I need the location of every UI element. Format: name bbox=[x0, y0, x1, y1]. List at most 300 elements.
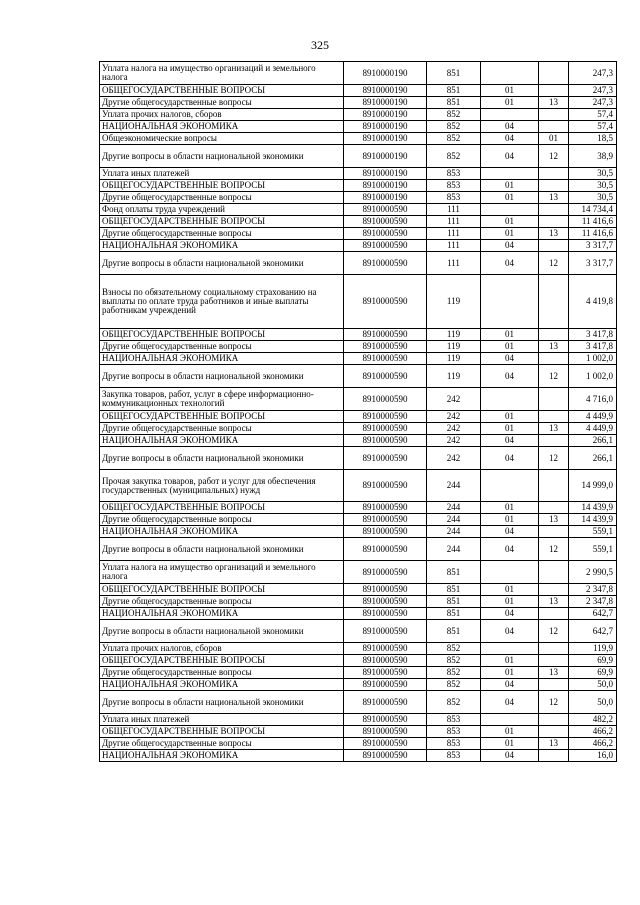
subsection-cell bbox=[539, 216, 569, 228]
section-cell: 04 bbox=[481, 526, 539, 538]
amount-cell: 30,5 bbox=[569, 168, 617, 180]
subsection-cell bbox=[539, 62, 569, 85]
table-row bbox=[100, 133, 617, 145]
budget-table-body bbox=[100, 62, 617, 762]
section-cell: 01 bbox=[481, 192, 539, 204]
expense-type-cell: 244 bbox=[427, 502, 481, 514]
table-row bbox=[100, 252, 617, 275]
expense-name-cell: Другие общегосударственные вопросы bbox=[100, 667, 344, 679]
target-article-cell: 8910000590 bbox=[344, 228, 427, 240]
expense-name-cell: ОБЩЕГОСУДАРСТВЕННЫЕ ВОПРОСЫ bbox=[100, 216, 344, 228]
expense-type-cell: 852 bbox=[427, 145, 481, 168]
subsection-cell bbox=[539, 655, 569, 667]
amount-cell: 559,1 bbox=[569, 526, 617, 538]
section-cell: 04 bbox=[481, 679, 539, 691]
target-article-cell: 8910000190 bbox=[344, 121, 427, 133]
amount-cell: 642,7 bbox=[569, 620, 617, 643]
expense-name-cell: Другие вопросы в области национальной экономики bbox=[100, 538, 344, 561]
subsection-cell bbox=[539, 240, 569, 252]
table-row bbox=[100, 502, 617, 514]
subsection-cell bbox=[539, 526, 569, 538]
expense-type-cell: 853 bbox=[427, 192, 481, 204]
table-row bbox=[100, 97, 617, 109]
section-cell: 01 bbox=[481, 97, 539, 109]
expense-name-cell: Другие вопросы в области национальной экономики bbox=[100, 447, 344, 470]
target-article-cell: 8910000190 bbox=[344, 168, 427, 180]
table-row bbox=[100, 341, 617, 353]
table-row bbox=[100, 353, 617, 365]
table-row bbox=[100, 121, 617, 133]
table-row bbox=[100, 608, 617, 620]
target-article-cell: 8910000590 bbox=[344, 341, 427, 353]
table-row bbox=[100, 714, 617, 726]
subsection-cell: 13 bbox=[539, 341, 569, 353]
section-cell: 01 bbox=[481, 502, 539, 514]
expense-type-cell: 853 bbox=[427, 726, 481, 738]
amount-cell: 4 419,8 bbox=[569, 275, 617, 329]
subsection-cell bbox=[539, 180, 569, 192]
table-row bbox=[100, 643, 617, 655]
subsection-cell: 13 bbox=[539, 228, 569, 240]
expense-type-cell: 852 bbox=[427, 667, 481, 679]
expense-name-cell: Уплата иных платежей bbox=[100, 714, 344, 726]
target-article-cell: 8910000590 bbox=[344, 353, 427, 365]
subsection-cell bbox=[539, 275, 569, 329]
target-article-cell: 8910000590 bbox=[344, 620, 427, 643]
expense-name-cell: НАЦИОНАЛЬНАЯ ЭКОНОМИКА bbox=[100, 608, 344, 620]
expense-name-cell: НАЦИОНАЛЬНАЯ ЭКОНОМИКА bbox=[100, 435, 344, 447]
target-article-cell: 8910000590 bbox=[344, 714, 427, 726]
amount-cell: 14 439,9 bbox=[569, 502, 617, 514]
section-cell: 01 bbox=[481, 228, 539, 240]
expense-type-cell: 853 bbox=[427, 180, 481, 192]
table-row bbox=[100, 514, 617, 526]
expense-name-cell: Уплата иных платежей bbox=[100, 168, 344, 180]
table-row bbox=[100, 275, 617, 329]
section-cell: 04 bbox=[481, 435, 539, 447]
expense-type-cell: 111 bbox=[427, 252, 481, 275]
amount-cell: 2 347,8 bbox=[569, 584, 617, 596]
section-cell: 04 bbox=[481, 365, 539, 388]
subsection-cell bbox=[539, 643, 569, 655]
expense-name-cell: Фонд оплаты труда учреждений bbox=[100, 204, 344, 216]
amount-cell: 2 347,8 bbox=[569, 596, 617, 608]
table-row bbox=[100, 561, 617, 584]
table-row bbox=[100, 691, 617, 714]
amount-cell: 30,5 bbox=[569, 180, 617, 192]
table-row bbox=[100, 538, 617, 561]
target-article-cell: 8910000590 bbox=[344, 596, 427, 608]
target-article-cell: 8910000190 bbox=[344, 133, 427, 145]
target-article-cell: 8910000190 bbox=[344, 145, 427, 168]
section-cell: 01 bbox=[481, 85, 539, 97]
expense-type-cell: 853 bbox=[427, 750, 481, 762]
target-article-cell: 8910000190 bbox=[344, 192, 427, 204]
section-cell: 04 bbox=[481, 145, 539, 168]
section-cell: 01 bbox=[481, 738, 539, 750]
amount-cell: 266,1 bbox=[569, 435, 617, 447]
table-row bbox=[100, 679, 617, 691]
amount-cell: 14 999,0 bbox=[569, 470, 617, 502]
amount-cell: 642,7 bbox=[569, 608, 617, 620]
amount-cell: 16,0 bbox=[569, 750, 617, 762]
table-row bbox=[100, 526, 617, 538]
table-row bbox=[100, 85, 617, 97]
expense-name-cell: Другие общегосударственные вопросы bbox=[100, 423, 344, 435]
expense-type-cell: 853 bbox=[427, 714, 481, 726]
table-row bbox=[100, 329, 617, 341]
table-row bbox=[100, 447, 617, 470]
subsection-cell: 13 bbox=[539, 423, 569, 435]
expense-type-cell: 242 bbox=[427, 435, 481, 447]
target-article-cell: 8910000590 bbox=[344, 365, 427, 388]
subsection-cell: 12 bbox=[539, 365, 569, 388]
subsection-cell bbox=[539, 109, 569, 121]
section-cell: 01 bbox=[481, 514, 539, 526]
table-row bbox=[100, 655, 617, 667]
subsection-cell: 01 bbox=[539, 133, 569, 145]
expense-type-cell: 852 bbox=[427, 133, 481, 145]
table-row bbox=[100, 365, 617, 388]
expense-name-cell: Другие общегосударственные вопросы bbox=[100, 192, 344, 204]
subsection-cell bbox=[539, 726, 569, 738]
amount-cell: 482,2 bbox=[569, 714, 617, 726]
subsection-cell: 12 bbox=[539, 691, 569, 714]
amount-cell: 18,5 bbox=[569, 133, 617, 145]
target-article-cell: 8910000590 bbox=[344, 738, 427, 750]
expense-type-cell: 119 bbox=[427, 329, 481, 341]
expense-type-cell: 242 bbox=[427, 411, 481, 423]
expense-type-cell: 851 bbox=[427, 62, 481, 85]
section-cell bbox=[481, 561, 539, 584]
table-row bbox=[100, 411, 617, 423]
subsection-cell bbox=[539, 561, 569, 584]
table-row bbox=[100, 470, 617, 502]
expense-name-cell: Другие общегосударственные вопросы bbox=[100, 738, 344, 750]
target-article-cell: 8910000190 bbox=[344, 85, 427, 97]
expense-type-cell: 851 bbox=[427, 584, 481, 596]
subsection-cell bbox=[539, 502, 569, 514]
amount-cell: 2 990,5 bbox=[569, 561, 617, 584]
table-row bbox=[100, 435, 617, 447]
amount-cell: 50,0 bbox=[569, 679, 617, 691]
subsection-cell: 13 bbox=[539, 514, 569, 526]
expense-name-cell: ОБЩЕГОСУДАРСТВЕННЫЕ ВОПРОСЫ bbox=[100, 584, 344, 596]
expense-name-cell: ОБЩЕГОСУДАРСТВЕННЫЕ ВОПРОСЫ bbox=[100, 655, 344, 667]
expense-type-cell: 119 bbox=[427, 353, 481, 365]
amount-cell: 4 716,0 bbox=[569, 388, 617, 411]
section-cell: 01 bbox=[481, 180, 539, 192]
amount-cell: 50,0 bbox=[569, 691, 617, 714]
target-article-cell: 8910000590 bbox=[344, 561, 427, 584]
subsection-cell: 13 bbox=[539, 97, 569, 109]
expense-type-cell: 852 bbox=[427, 109, 481, 121]
expense-type-cell: 851 bbox=[427, 596, 481, 608]
subsection-cell: 12 bbox=[539, 145, 569, 168]
expense-type-cell: 119 bbox=[427, 341, 481, 353]
subsection-cell: 13 bbox=[539, 738, 569, 750]
subsection-cell: 12 bbox=[539, 252, 569, 275]
expense-name-cell: Другие вопросы в области национальной экономики bbox=[100, 620, 344, 643]
target-article-cell: 8910000590 bbox=[344, 388, 427, 411]
expense-name-cell: Другие вопросы в области национальной экономики bbox=[100, 145, 344, 168]
section-cell: 04 bbox=[481, 691, 539, 714]
section-cell bbox=[481, 109, 539, 121]
table-row bbox=[100, 204, 617, 216]
target-article-cell: 8910000190 bbox=[344, 109, 427, 121]
table-row bbox=[100, 596, 617, 608]
target-article-cell: 8910000590 bbox=[344, 204, 427, 216]
section-cell bbox=[481, 643, 539, 655]
target-article-cell: 8910000590 bbox=[344, 538, 427, 561]
expense-name-cell: НАЦИОНАЛЬНАЯ ЭКОНОМИКА bbox=[100, 353, 344, 365]
expense-name-cell: Уплата прочих налогов, сборов bbox=[100, 109, 344, 121]
table-row bbox=[100, 180, 617, 192]
expense-name-cell: ОБЩЕГОСУДАРСТВЕННЫЕ ВОПРОСЫ bbox=[100, 85, 344, 97]
subsection-cell bbox=[539, 679, 569, 691]
expense-type-cell: 244 bbox=[427, 526, 481, 538]
amount-cell: 466,2 bbox=[569, 738, 617, 750]
target-article-cell: 8910000590 bbox=[344, 655, 427, 667]
table-row bbox=[100, 192, 617, 204]
target-article-cell: 8910000590 bbox=[344, 423, 427, 435]
target-article-cell: 8910000590 bbox=[344, 667, 427, 679]
subsection-cell bbox=[539, 470, 569, 502]
table-row bbox=[100, 388, 617, 411]
expense-type-cell: 111 bbox=[427, 228, 481, 240]
expense-type-cell: 852 bbox=[427, 679, 481, 691]
expense-type-cell: 111 bbox=[427, 216, 481, 228]
target-article-cell: 8910000590 bbox=[344, 252, 427, 275]
expense-name-cell: Уплата прочих налогов, сборов bbox=[100, 643, 344, 655]
amount-cell: 11 416,6 bbox=[569, 228, 617, 240]
target-article-cell: 8910000590 bbox=[344, 514, 427, 526]
expense-name-cell: Уплата налога на имущество организаций и земельного налога bbox=[100, 561, 344, 584]
expense-type-cell: 242 bbox=[427, 447, 481, 470]
subsection-cell bbox=[539, 168, 569, 180]
table-row bbox=[100, 145, 617, 168]
amount-cell: 247,3 bbox=[569, 85, 617, 97]
table-row bbox=[100, 168, 617, 180]
expense-name-cell: НАЦИОНАЛЬНАЯ ЭКОНОМИКА bbox=[100, 121, 344, 133]
expense-name-cell: Прочая закупка товаров, работ и услуг для обеспечения государственных (муниципальных) нужд bbox=[100, 470, 344, 502]
section-cell bbox=[481, 168, 539, 180]
section-cell: 04 bbox=[481, 447, 539, 470]
amount-cell: 57,4 bbox=[569, 121, 617, 133]
expense-name-cell: ОБЩЕГОСУДАРСТВЕННЫЕ ВОПРОСЫ bbox=[100, 411, 344, 423]
target-article-cell: 8910000590 bbox=[344, 275, 427, 329]
subsection-cell: 12 bbox=[539, 538, 569, 561]
target-article-cell: 8910000590 bbox=[344, 643, 427, 655]
section-cell: 04 bbox=[481, 133, 539, 145]
amount-cell: 14 734,4 bbox=[569, 204, 617, 216]
target-article-cell: 8910000590 bbox=[344, 502, 427, 514]
section-cell: 01 bbox=[481, 596, 539, 608]
subsection-cell: 13 bbox=[539, 667, 569, 679]
amount-cell: 4 449,9 bbox=[569, 423, 617, 435]
expense-name-cell: Взносы по обязательному социальному страхованию на выплаты по оплате труда работников и иные выплаты работникам учреждений bbox=[100, 275, 344, 329]
target-article-cell: 8910000590 bbox=[344, 750, 427, 762]
expense-type-cell: 851 bbox=[427, 620, 481, 643]
expense-name-cell: Другие общегосударственные вопросы bbox=[100, 341, 344, 353]
amount-cell: 11 416,6 bbox=[569, 216, 617, 228]
section-cell bbox=[481, 62, 539, 85]
section-cell: 04 bbox=[481, 608, 539, 620]
target-article-cell: 8910000190 bbox=[344, 180, 427, 192]
table-row bbox=[100, 584, 617, 596]
section-cell: 04 bbox=[481, 620, 539, 643]
expense-type-cell: 853 bbox=[427, 738, 481, 750]
section-cell: 01 bbox=[481, 584, 539, 596]
amount-cell: 1 002,0 bbox=[569, 353, 617, 365]
amount-cell: 57,4 bbox=[569, 109, 617, 121]
section-cell: 01 bbox=[481, 655, 539, 667]
expense-name-cell: НАЦИОНАЛЬНАЯ ЭКОНОМИКА bbox=[100, 679, 344, 691]
target-article-cell: 8910000590 bbox=[344, 411, 427, 423]
subsection-cell bbox=[539, 714, 569, 726]
expense-type-cell: 851 bbox=[427, 608, 481, 620]
target-article-cell: 8910000590 bbox=[344, 526, 427, 538]
expense-name-cell: Общеэкономические вопросы bbox=[100, 133, 344, 145]
amount-cell: 247,3 bbox=[569, 62, 617, 85]
expense-name-cell: Закупка товаров, работ, услуг в сфере информационно-коммуникационных технологий bbox=[100, 388, 344, 411]
target-article-cell: 8910000590 bbox=[344, 447, 427, 470]
expense-type-cell: 244 bbox=[427, 470, 481, 502]
amount-cell: 4 449,9 bbox=[569, 411, 617, 423]
table-row bbox=[100, 216, 617, 228]
expense-type-cell: 119 bbox=[427, 275, 481, 329]
target-article-cell: 8910000590 bbox=[344, 216, 427, 228]
section-cell bbox=[481, 388, 539, 411]
expense-type-cell: 851 bbox=[427, 85, 481, 97]
target-article-cell: 8910000590 bbox=[344, 726, 427, 738]
table-row bbox=[100, 667, 617, 679]
subsection-cell: 13 bbox=[539, 596, 569, 608]
subsection-cell bbox=[539, 411, 569, 423]
expense-name-cell: Другие общегосударственные вопросы bbox=[100, 228, 344, 240]
target-article-cell: 8910000590 bbox=[344, 679, 427, 691]
subsection-cell: 13 bbox=[539, 192, 569, 204]
expense-name-cell: Другие общегосударственные вопросы bbox=[100, 514, 344, 526]
section-cell bbox=[481, 714, 539, 726]
amount-cell: 69,9 bbox=[569, 655, 617, 667]
expense-name-cell: Другие общегосударственные вопросы bbox=[100, 97, 344, 109]
subsection-cell bbox=[539, 329, 569, 341]
section-cell: 01 bbox=[481, 667, 539, 679]
amount-cell: 69,9 bbox=[569, 667, 617, 679]
expense-name-cell: НАЦИОНАЛЬНАЯ ЭКОНОМИКА bbox=[100, 750, 344, 762]
expense-name-cell: НАЦИОНАЛЬНАЯ ЭКОНОМИКА bbox=[100, 240, 344, 252]
target-article-cell: 8910000190 bbox=[344, 97, 427, 109]
section-cell: 01 bbox=[481, 329, 539, 341]
expense-type-cell: 244 bbox=[427, 538, 481, 561]
expense-name-cell: ОБЩЕГОСУДАРСТВЕННЫЕ ВОПРОСЫ bbox=[100, 726, 344, 738]
section-cell: 01 bbox=[481, 216, 539, 228]
expense-type-cell: 852 bbox=[427, 121, 481, 133]
table-row bbox=[100, 750, 617, 762]
subsection-cell bbox=[539, 353, 569, 365]
table-row bbox=[100, 620, 617, 643]
section-cell: 04 bbox=[481, 750, 539, 762]
section-cell: 04 bbox=[481, 538, 539, 561]
expense-name-cell: ОБЩЕГОСУДАРСТВЕННЫЕ ВОПРОСЫ bbox=[100, 329, 344, 341]
section-cell: 04 bbox=[481, 252, 539, 275]
section-cell bbox=[481, 470, 539, 502]
amount-cell: 466,2 bbox=[569, 726, 617, 738]
table-row bbox=[100, 109, 617, 121]
expense-type-cell: 119 bbox=[427, 365, 481, 388]
table-row bbox=[100, 62, 617, 85]
amount-cell: 3 317,7 bbox=[569, 252, 617, 275]
amount-cell: 3 417,8 bbox=[569, 341, 617, 353]
target-article-cell: 8910000190 bbox=[344, 62, 427, 85]
section-cell bbox=[481, 204, 539, 216]
expense-type-cell: 852 bbox=[427, 691, 481, 714]
expense-type-cell: 852 bbox=[427, 655, 481, 667]
expense-name-cell: Другие вопросы в области национальной экономики bbox=[100, 691, 344, 714]
section-cell: 04 bbox=[481, 121, 539, 133]
section-cell: 04 bbox=[481, 240, 539, 252]
amount-cell: 559,1 bbox=[569, 538, 617, 561]
section-cell bbox=[481, 275, 539, 329]
subsection-cell bbox=[539, 435, 569, 447]
page-number: 325 bbox=[311, 38, 329, 52]
amount-cell: 119,9 bbox=[569, 643, 617, 655]
subsection-cell bbox=[539, 388, 569, 411]
expense-type-cell: 111 bbox=[427, 240, 481, 252]
budget-table bbox=[99, 61, 617, 762]
expense-name-cell: ОБЩЕГОСУДАРСТВЕННЫЕ ВОПРОСЫ bbox=[100, 180, 344, 192]
target-article-cell: 8910000590 bbox=[344, 691, 427, 714]
target-article-cell: 8910000590 bbox=[344, 608, 427, 620]
subsection-cell: 12 bbox=[539, 447, 569, 470]
subsection-cell bbox=[539, 608, 569, 620]
expense-name-cell: Уплата налога на имущество организаций и земельного налога bbox=[100, 62, 344, 85]
expense-name-cell: Другие общегосударственные вопросы bbox=[100, 596, 344, 608]
expense-type-cell: 851 bbox=[427, 97, 481, 109]
expense-name-cell: Другие вопросы в области национальной экономики bbox=[100, 252, 344, 275]
expense-type-cell: 242 bbox=[427, 423, 481, 435]
amount-cell: 14 439,9 bbox=[569, 514, 617, 526]
expense-type-cell: 111 bbox=[427, 204, 481, 216]
table-row bbox=[100, 240, 617, 252]
amount-cell: 3 317,7 bbox=[569, 240, 617, 252]
subsection-cell bbox=[539, 584, 569, 596]
amount-cell: 3 417,8 bbox=[569, 329, 617, 341]
expense-type-cell: 853 bbox=[427, 168, 481, 180]
expense-type-cell: 244 bbox=[427, 514, 481, 526]
expense-name-cell: Другие вопросы в области национальной экономики bbox=[100, 365, 344, 388]
table-row bbox=[100, 423, 617, 435]
subsection-cell: 12 bbox=[539, 620, 569, 643]
expense-type-cell: 851 bbox=[427, 561, 481, 584]
subsection-cell bbox=[539, 121, 569, 133]
target-article-cell: 8910000590 bbox=[344, 470, 427, 502]
section-cell: 01 bbox=[481, 341, 539, 353]
section-cell: 01 bbox=[481, 411, 539, 423]
subsection-cell bbox=[539, 750, 569, 762]
amount-cell: 247,3 bbox=[569, 97, 617, 109]
expense-type-cell: 242 bbox=[427, 388, 481, 411]
amount-cell: 38,9 bbox=[569, 145, 617, 168]
table-row bbox=[100, 726, 617, 738]
amount-cell: 1 002,0 bbox=[569, 365, 617, 388]
section-cell: 01 bbox=[481, 726, 539, 738]
target-article-cell: 8910000590 bbox=[344, 435, 427, 447]
target-article-cell: 8910000590 bbox=[344, 584, 427, 596]
expense-name-cell: ОБЩЕГОСУДАРСТВЕННЫЕ ВОПРОСЫ bbox=[100, 502, 344, 514]
target-article-cell: 8910000590 bbox=[344, 329, 427, 341]
